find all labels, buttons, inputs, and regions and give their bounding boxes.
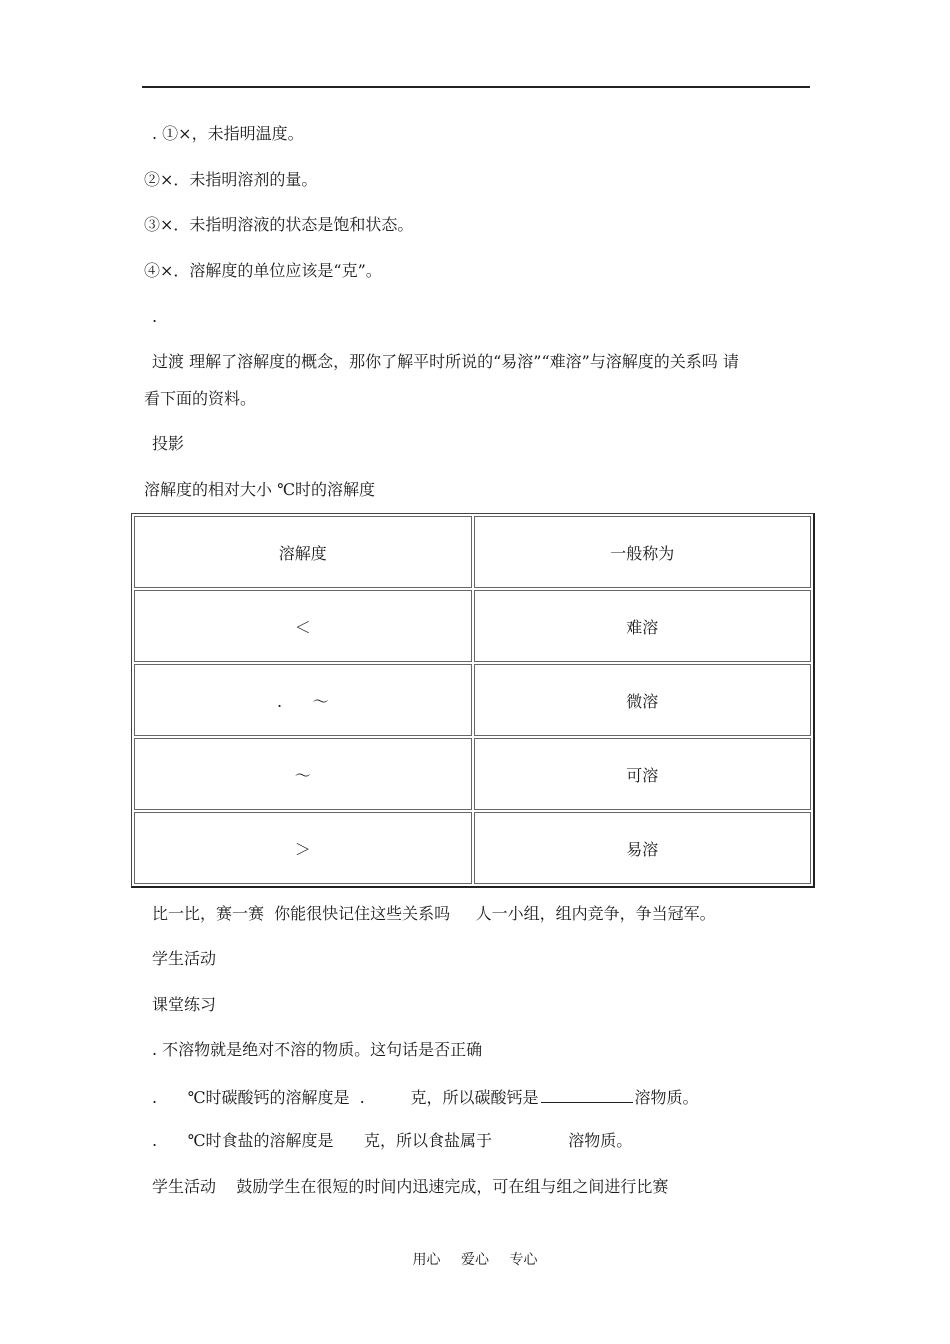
- answer-blank: [541, 1086, 633, 1103]
- solubility-range: ～: [134, 738, 472, 810]
- table-row: [134, 812, 811, 884]
- question-1: . 不溶物就是绝对不溶的物质。这句话是否正确: [152, 1040, 483, 1059]
- question-2: [152, 1086, 699, 1108]
- transition-line-1: 过渡 理解了溶解度的概念，那你了解平时所说的“易溶”“难溶”与溶解度的关系吗 请: [152, 352, 739, 371]
- header-called: 一般称为: [474, 516, 811, 588]
- solubility-class: 微溶: [474, 664, 811, 736]
- table-row: [134, 590, 811, 662]
- solubility-class: 易溶: [474, 812, 811, 884]
- student-activity-note: 学生活动 鼓励学生在很短的时间内迅速完成，可在组与组之间进行比赛: [152, 1177, 669, 1196]
- solubility-table: [131, 513, 815, 888]
- classroom-practice-heading: 课堂练习: [152, 995, 217, 1014]
- footer-word: 用心: [412, 1252, 441, 1268]
- answer-3: ③×．未指明溶液的状态是饱和状态。: [144, 215, 414, 234]
- table-caption: 溶解度的相对大小 ℃时的溶解度: [144, 480, 375, 499]
- solubility-range: . ～: [134, 664, 472, 736]
- student-activity-heading: 学生活动: [152, 949, 217, 968]
- table-header-row: [134, 516, 811, 588]
- footer-word: 爱心: [461, 1252, 489, 1268]
- transition-line-2: 看下面的资料。: [144, 389, 257, 408]
- table-row: [134, 664, 811, 736]
- compete-line: 比一比，赛一赛 你能很快记住这些关系吗 人一小组，组内竞争，争当冠军。: [152, 904, 716, 923]
- solubility-range: ＜: [134, 590, 472, 662]
- projection-label: 投影: [152, 434, 185, 453]
- answer-dot: .: [152, 307, 158, 326]
- question-2-text: . ℃时碳酸钙的溶解度是 . 克，所以碳酸钙是: [152, 1088, 539, 1107]
- solubility-range: ＞: [134, 812, 472, 884]
- solubility-class: 可溶: [474, 738, 811, 810]
- header-solubility: 溶解度: [134, 516, 472, 588]
- solubility-class: 难溶: [474, 590, 811, 662]
- answer-4: ④×．溶解度的单位应该是“克”。: [144, 261, 382, 280]
- question-2-suffix: 溶物质。: [634, 1088, 699, 1107]
- answer-1: . ①×，未指明温度。: [152, 124, 304, 143]
- question-3: . ℃时食盐的溶解度是 克，所以食盐属于 溶物质。: [152, 1131, 633, 1150]
- footer-word: 专心: [509, 1252, 538, 1268]
- table-row: [134, 738, 811, 810]
- answer-2: ②×．未指明溶剂的量。: [144, 170, 318, 189]
- header-rule: [142, 86, 810, 88]
- page-footer: [0, 1249, 950, 1269]
